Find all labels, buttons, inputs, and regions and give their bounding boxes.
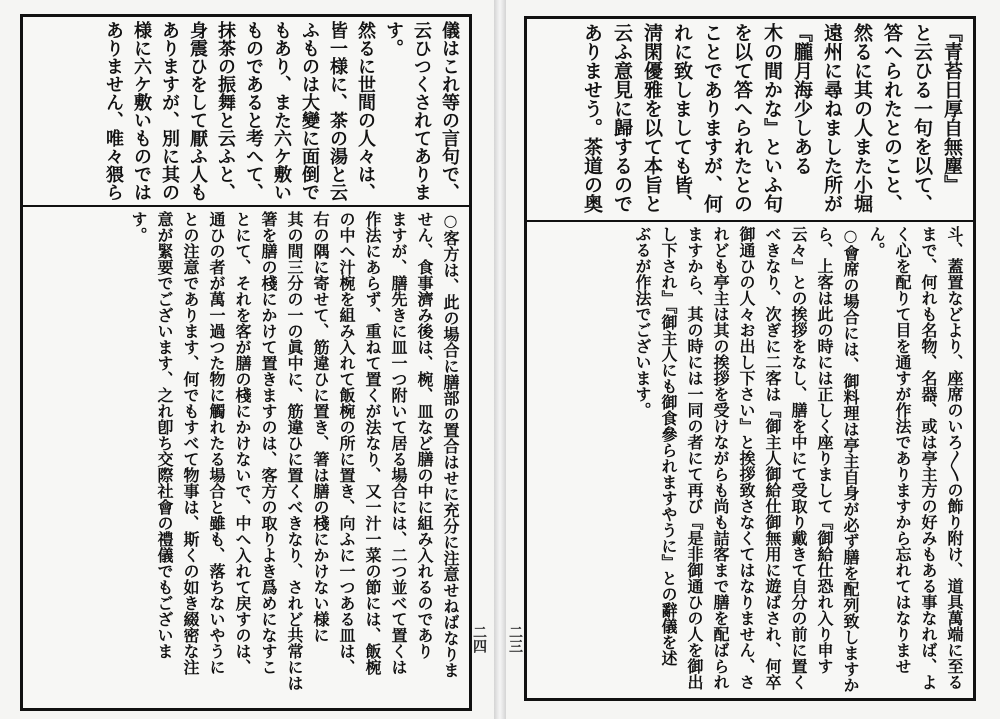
text-column: れに致しましても皆、 xyxy=(671,23,693,213)
text-column: ありますが、別に其の xyxy=(159,21,180,201)
right-page-number: 二三 xyxy=(507,625,523,653)
text-column: 『朧月海少しある xyxy=(791,23,813,175)
right-page-frame xyxy=(524,16,976,701)
text-column: 作法にあらず、重ねて置くが法なり、又一汁一菜の節には、飯椀 xyxy=(363,211,382,675)
text-column: 遠州に尋ねました所が xyxy=(821,23,843,213)
text-column: ありません、唯々猥ら xyxy=(103,21,124,201)
text-column: 御通ひの人々お出し下さい』と挨拶致さなくてはなりません、さ xyxy=(737,226,756,690)
text-column: 木の間かな』といふ句 xyxy=(761,23,783,213)
text-column: 『青苔日厚自無塵』 xyxy=(941,23,963,194)
right-lower-text xyxy=(631,226,965,694)
left-page-number: 二四 xyxy=(471,625,487,653)
text-column: す。 xyxy=(129,211,148,243)
text-column: 然るに其の人また小堀 xyxy=(851,23,873,213)
text-column: ますが、膳先きに皿一つ附いて居る場合には、二つ並べて置くは xyxy=(389,211,408,675)
text-column: ら、上客は此の時には正しく座りまして『御給仕恐れ入り申す xyxy=(815,226,834,674)
text-column: の中へ汁椀を組み入れて飯椀の所に置き、向ふに一つある皿は、 xyxy=(337,211,356,675)
right-upper-section xyxy=(527,19,973,222)
text-column: とにて、それを客が膳の棧にかけないで、中へ入れて戻すのは、 xyxy=(233,211,252,675)
text-column: ○會席の場合には、御料理は亭主自身が必ず膳を配列致しますか xyxy=(841,226,860,693)
text-column: 然るに世間の人々は、 xyxy=(355,21,376,201)
text-column: 皆一様に、茶の湯と云 xyxy=(327,21,348,201)
left-page xyxy=(0,0,494,719)
text-column: との注意であります、何でもすべて物事は、斯くの如き綴密な注 xyxy=(181,211,200,675)
left-lower-section xyxy=(23,207,469,708)
text-column: く心を配りて目を通すが作法でありますから忘れてはなりませ xyxy=(893,226,912,674)
text-column: ますから、其の時には一同の者にて再び『是非御通ひの人を御出 xyxy=(685,226,704,690)
text-column: 斗、蓋置などより、座席のいろ〳〵の飾り附け、道具萬端に至る xyxy=(945,226,964,690)
text-column: を以て答へられたとの xyxy=(731,23,753,213)
text-column: す。 xyxy=(383,21,404,57)
text-column: べきなり、次ぎに二客は『御主人御給仕御無用に遊ばされ、何卒 xyxy=(763,226,782,690)
text-column: ことでありますが、何 xyxy=(701,23,723,213)
text-column: と云ひる一句を以て、 xyxy=(911,23,933,213)
left-upper-text xyxy=(101,21,461,201)
text-column: 抹茶の振舞と云ふと、 xyxy=(215,21,236,201)
text-column: ん。 xyxy=(867,226,886,258)
right-page xyxy=(506,0,1000,719)
text-column: ふものは大變に面倒で xyxy=(299,21,320,201)
right-lower-section xyxy=(527,222,973,698)
text-column: まで、何れも名物、名器、或は亭主方の好みもある事なれば、よ xyxy=(919,226,938,690)
text-column: せん、食事濟み後は、椀、皿など膳の中に組み入れるのであり xyxy=(415,211,434,659)
text-column: 様に六ケ敷いものでは xyxy=(131,21,152,201)
text-column: 儀はこれ等の言句で、 xyxy=(439,21,460,201)
left-page-frame xyxy=(20,14,472,711)
text-column: ものであると考へて、 xyxy=(243,21,264,201)
text-column: 云ひつくされてありま xyxy=(411,21,432,201)
text-column: し下され』『御主人にも御食參られますやうに』との辭儀を述 xyxy=(659,226,678,666)
text-column: 淸閑優雅を以て本旨と xyxy=(641,23,663,213)
book-gutter xyxy=(494,0,506,719)
text-column: 答へられたとのこと、 xyxy=(881,23,903,213)
text-column: 云々』との挨拶をなし、膳を中にて受取り戴きて自分の前に置く xyxy=(789,226,808,690)
text-column: ありませう。茶道の奥 xyxy=(581,23,603,213)
text-column: ぶるが作法でございます。 xyxy=(633,226,652,418)
text-column: 意が緊要でございます、之れ卽ち交際社會の禮儀でもございま xyxy=(155,211,174,659)
text-column: れども亭主は其の挨拶を受けながらも尚も詰客まで膳を配ばられ xyxy=(711,226,730,690)
text-column: 通ひの者が萬一過つた物に觸れたる場合と雖も、落ちないやうに xyxy=(207,211,226,675)
text-column: ○客方は、此の場合に膳部の置合はせに充分に注意せねばなりま xyxy=(441,211,460,678)
text-column: 箸を膳の棧にかけて置きますのは、客方の取りよき爲めになすこ xyxy=(259,211,278,675)
text-column: もあり、また六ケ敷い xyxy=(271,21,292,201)
text-column: 身震ひをして厭ふ人も xyxy=(187,21,208,201)
right-upper-text xyxy=(579,23,965,216)
text-column: 云ふ意見に歸するので xyxy=(611,23,633,213)
text-column: 右の隅に寄せて、筋違ひに置き、箸は膳の棧にかけない様に xyxy=(311,211,330,643)
left-upper-section xyxy=(23,17,469,207)
text-column: 其の間三分の一の眞中に、筋違ひに置くべきなり、されど共常には xyxy=(285,211,304,691)
left-lower-text xyxy=(127,211,461,704)
